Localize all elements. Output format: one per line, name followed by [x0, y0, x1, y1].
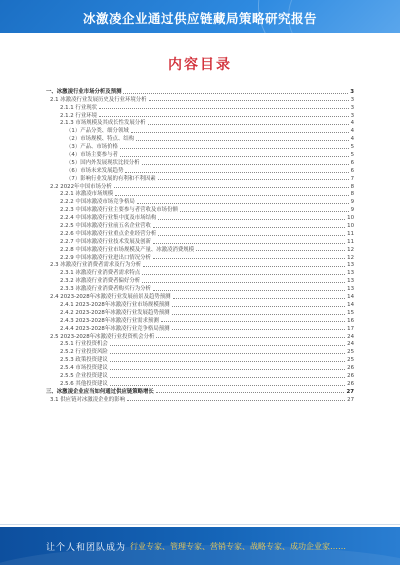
toc-entry[interactable]: [46, 276, 354, 284]
toc-page-number: 11: [347, 238, 354, 245]
toc-dot-leader: [99, 108, 349, 109]
toc-entry[interactable]: [46, 316, 354, 324]
toc-page-number: 16: [347, 317, 354, 324]
toc-entry-title: 3.1 供应链对冰激凌企业的影响: [50, 396, 125, 403]
toc-dot-leader: [110, 361, 345, 362]
toc-page-number: 3: [350, 96, 354, 103]
toc-entry-title: 2.3.1 冰激凌行业消费者需求特点: [60, 270, 141, 277]
toc-dot-leader: [131, 132, 349, 133]
toc-entry-title: 2.4.2 2023-2028年冰激凌行业发展趋势预测: [60, 309, 170, 316]
toc-entry[interactable]: [46, 324, 354, 332]
toc-entry-title: 2.2.8 中国冰激凌行业市场规模及产量、冰激凌消费规模: [60, 246, 195, 253]
toc-entry[interactable]: [46, 300, 354, 308]
toc-entry[interactable]: [46, 150, 354, 158]
report-title: 冰激凌企业通过供应链藏局策略研究报告: [82, 11, 317, 26]
toc-entry-title: 2.1.2 行业环境: [60, 112, 97, 119]
toc-entry-title: （1）产品分类、细分领域: [66, 128, 129, 135]
toc-dot-leader: [180, 211, 349, 212]
toc-page-number: 24: [347, 333, 354, 340]
toc-dot-leader: [110, 385, 345, 386]
toc-page-number: 4: [350, 128, 354, 135]
toc-dot-leader: [125, 172, 348, 173]
toc-entry-title: 2.4 2023-2028年冰激凌行业发展前景及趋势预测: [50, 294, 171, 301]
toc-entry[interactable]: [46, 363, 354, 371]
toc-entry[interactable]: [46, 221, 354, 229]
footer-divider: [0, 524, 400, 525]
toc-entry-title: 2.5.2 行业投资风险: [60, 349, 108, 356]
toc-dot-leader: [158, 235, 345, 236]
toc-page-number: 9: [350, 199, 354, 206]
toc-entry[interactable]: [46, 308, 354, 316]
toc-dot-leader: [114, 187, 349, 188]
toc-page-number: 4: [350, 136, 354, 143]
toc-entry[interactable]: [46, 158, 354, 166]
header-banner: [0, 0, 400, 33]
toc-page-number: 5: [350, 144, 354, 151]
toc-dot-leader: [153, 227, 345, 228]
toc-entry-title: 2.1.1 行业现状: [60, 104, 97, 111]
toc-entry-title: 2.2.4 中国冰激凌行业集中度及市场结构: [60, 215, 157, 222]
toc-entry-title: （4）市场主要参与者: [66, 152, 118, 159]
toc-page-number: 4: [350, 120, 354, 127]
toc-entry-title: 2.3.2 冰激凌行业消费者偏好分析: [60, 278, 141, 285]
toc-title: 内容目录: [168, 57, 232, 73]
toc-entry-title: 2.5.1 行业投资机会: [60, 341, 108, 348]
toc-entry-title: 2.4.4 2023-2028年冰激凌行业竞争格局预测: [60, 325, 170, 332]
toc-entry[interactable]: [46, 268, 354, 276]
toc-entry-title: 2.2.9 中国冰激凌行业进出口情况分析: [60, 254, 151, 261]
toc-dot-leader: [158, 219, 345, 220]
toc-page-number: 7: [350, 175, 354, 182]
toc-page-number: 8: [350, 191, 354, 198]
toc-page-number: 12: [347, 254, 354, 261]
toc-entry-title: 2.3 冰激凌行业消费者需求及行为分析: [50, 262, 142, 269]
toc-entry-title: （3）产品、市场价格: [66, 144, 118, 151]
toc-dot-leader: [148, 124, 349, 125]
toc-entry[interactable]: [46, 95, 354, 103]
toc-page-number: 11: [347, 230, 354, 237]
toc-entry[interactable]: [46, 237, 354, 245]
toc-entry[interactable]: [46, 284, 354, 292]
toc-entry[interactable]: [46, 379, 354, 387]
toc-page-number: 6: [350, 159, 354, 166]
toc-entry[interactable]: [46, 197, 354, 205]
toc-dot-leader: [196, 250, 345, 251]
toc-page-number: 3: [350, 88, 354, 95]
toc-page-number: 17: [347, 325, 354, 332]
toc-page-number: 3: [350, 104, 354, 111]
toc-dot-leader: [172, 306, 346, 307]
toc-page-number: 27: [347, 396, 354, 403]
toc-dot-leader: [123, 93, 348, 94]
toc-dot-leader: [136, 140, 348, 141]
toc-entry-title: （7）影响行业发展的有利和不利因素: [66, 175, 156, 182]
toc-page-number: 26: [347, 365, 354, 372]
toc-dot-leader: [115, 195, 348, 196]
footer-banner: [0, 527, 400, 565]
toc-entry-title: 2.5.3 政策投资建议: [60, 357, 108, 364]
toc-dot-leader: [156, 337, 345, 338]
toc-entry[interactable]: [46, 213, 354, 221]
toc-dot-leader: [153, 258, 345, 259]
toc-dot-leader: [149, 100, 349, 101]
toc-dot-leader: [161, 321, 345, 322]
toc-entry[interactable]: [46, 111, 354, 119]
toc-dot-leader: [137, 203, 349, 204]
toc-entry-title: 2.5.6 其他投资建议: [60, 380, 108, 387]
footer-tagline: 行业专家、管理专家、营销专家、战略专家、成功企业家……: [130, 542, 346, 551]
toc-entry[interactable]: [46, 205, 354, 213]
toc-entry-title: 2.1 冰激凌行业发展历史及行业环境分析: [50, 96, 147, 103]
toc-page-number: 14: [347, 294, 354, 301]
toc-dot-leader: [99, 116, 349, 117]
toc-entry[interactable]: [46, 174, 354, 182]
toc-entry[interactable]: [46, 182, 354, 190]
toc-page-number: 27: [346, 388, 354, 395]
toc-dot-leader: [110, 377, 345, 378]
toc-dot-leader: [142, 274, 345, 275]
toc-entry-title: 三、冰激凌企业应当如何通过供应链策略增长: [46, 388, 154, 395]
toc-entry-title: 2.2.3 中国冰激凌行业主要参与者营收及市场份额: [60, 207, 178, 214]
toc-entry[interactable]: [46, 395, 354, 403]
toc-dot-leader: [143, 266, 345, 267]
toc-page-number: 15: [347, 309, 354, 316]
toc-entry[interactable]: [46, 292, 354, 300]
toc-dot-leader: [120, 156, 349, 157]
toc-dot-leader: [156, 392, 345, 393]
toc-entry-title: 2.2.2 中国冰激凌市场竞争格局: [60, 199, 135, 206]
toc-entry-title: （2）市场规模、特点、结构: [66, 136, 135, 143]
toc-entry[interactable]: [46, 134, 354, 142]
toc-page-number: 3: [350, 112, 354, 119]
toc-dot-leader: [172, 314, 346, 315]
toc-entry[interactable]: [46, 253, 354, 261]
toc-page-number: 6: [350, 167, 354, 174]
toc-entry[interactable]: [46, 340, 354, 348]
toc-page-number: 13: [347, 270, 354, 277]
toc-page-number: 13: [347, 286, 354, 293]
footer-slogan: 让个人和团队成为: [46, 543, 127, 553]
toc-dot-leader: [110, 353, 345, 354]
toc-page-number: 14: [347, 301, 354, 308]
toc-entry-title: 2.4.3 2023-2028年冰激凌行业需求预测: [60, 317, 159, 324]
toc-entry[interactable]: [46, 229, 354, 237]
toc-dot-leader: [120, 148, 349, 149]
toc-dot-leader: [153, 243, 345, 244]
toc-entry-title: 2.2.1 冰激凌市场规模: [60, 191, 114, 198]
toc-dot-leader: [127, 400, 345, 401]
toc-entry-title: 2.4.1 2023-2028年冰激凌行业市场规模预测: [60, 301, 170, 308]
toc-entry[interactable]: [46, 166, 354, 174]
toc-entry[interactable]: [46, 119, 354, 127]
toc-entry-title: 2.3.3 冰激凌行业消费者购买行为分析: [60, 286, 151, 293]
toc-page-number: 13: [347, 262, 354, 269]
toc-entry-title: 2.5.5 企业投资建议: [60, 372, 108, 379]
toc-dot-leader: [110, 369, 345, 370]
toc-page-number: 26: [347, 372, 354, 379]
toc-page-number: 24: [347, 341, 354, 348]
toc-page-number: 5: [350, 152, 354, 159]
table-of-contents: [46, 87, 354, 403]
toc-entry-title: 2.1.3 市场规模及其成长性发展分析: [60, 120, 146, 127]
toc-page-number: 9: [350, 207, 354, 214]
toc-entry[interactable]: [46, 371, 354, 379]
toc-entry[interactable]: [46, 103, 354, 111]
toc-dot-leader: [158, 179, 349, 180]
toc-page-number: 13: [347, 278, 354, 285]
toc-dot-leader: [173, 298, 346, 299]
toc-entry[interactable]: [46, 332, 354, 340]
toc-entry-title: （6）市场未来发展趋势: [66, 167, 124, 174]
toc-entry-title: 2.2.6 中国冰激凌行业重点企业经营分析: [60, 230, 157, 237]
toc-dot-leader: [172, 329, 346, 330]
toc-page-number: 10: [347, 215, 354, 222]
toc-page-number: 12: [347, 246, 354, 253]
toc-entry[interactable]: [46, 87, 354, 95]
toc-entry-title: 2.2.7 中国冰激凌行业技术发展及创新: [60, 238, 151, 245]
toc-page-number: 25: [347, 349, 354, 356]
toc-entry[interactable]: [46, 142, 354, 150]
toc-dot-leader: [153, 290, 345, 291]
toc-entry[interactable]: [46, 261, 354, 269]
toc-entry[interactable]: [46, 355, 354, 363]
toc-page-number: 25: [347, 357, 354, 364]
toc-page-number: 26: [347, 380, 354, 387]
toc-entry[interactable]: [46, 387, 354, 395]
toc-entry-title: 2.2 2022年中国市场分析: [50, 183, 112, 190]
toc-entry[interactable]: [46, 245, 354, 253]
toc-entry-title: （5）国内外发展现状比较分析: [66, 159, 140, 166]
toc-entry-title: 2.5 2023-2028年冰激凌行业投资机会分析: [50, 333, 155, 340]
toc-dot-leader: [142, 282, 345, 283]
toc-entry[interactable]: [46, 347, 354, 355]
toc-entry-title: 2.5.4 市场投资建议: [60, 365, 108, 372]
toc-page-number: 8: [350, 183, 354, 190]
toc-dot-leader: [142, 164, 349, 165]
toc-entry-title: 2.2.5 中国冰激凌行业前五名企业营收: [60, 223, 151, 230]
toc-entry-title: 一、冰激凌行业市场分析及预测: [46, 88, 122, 95]
toc-entry[interactable]: [46, 126, 354, 134]
toc-page-number: 10: [347, 223, 354, 230]
toc-entry[interactable]: [46, 190, 354, 198]
toc-dot-leader: [110, 345, 345, 346]
